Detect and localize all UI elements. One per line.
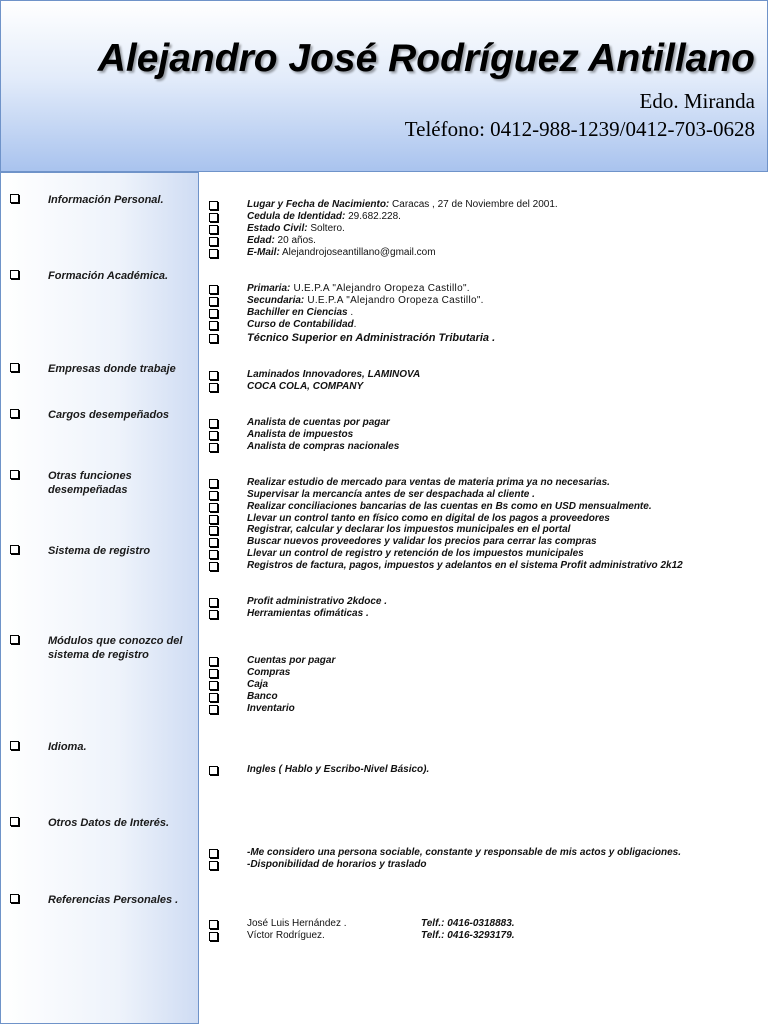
checkbox-bullet-icon (209, 443, 218, 452)
checkbox-bullet-icon (209, 419, 218, 428)
checkbox-bullet-icon (209, 669, 218, 678)
checkbox-bullet-icon (209, 766, 218, 775)
system-row (209, 608, 764, 620)
function-text: Llevar un control tanto en físico como en digital de los pagos a proveedores (247, 513, 610, 524)
function-row (209, 536, 764, 548)
sidebar-label: Formación Académica. (48, 270, 169, 282)
checkbox-bullet-icon (209, 598, 218, 607)
checkbox-bullet-icon (209, 562, 218, 571)
function-row (209, 524, 764, 536)
personal-row (209, 223, 764, 235)
field-value: 29.682.228. (345, 211, 401, 222)
personal-row (209, 235, 764, 247)
checkbox-bullet-icon (209, 334, 218, 343)
checkbox-bullet-icon (209, 249, 218, 258)
company-row (209, 381, 764, 393)
function-row (209, 477, 764, 489)
checkbox-bullet-icon (209, 479, 218, 488)
system-text: Herramientas ofimáticas . (247, 608, 369, 619)
function-row (209, 489, 764, 501)
checkbox-bullet-icon (209, 920, 218, 929)
checkbox-bullet-icon (209, 932, 218, 941)
function-text: Realizar estudio de mercado para ventas de materia prima ya no necesarias. (247, 477, 610, 488)
education-row (209, 295, 764, 307)
module-text: Compras (247, 667, 291, 678)
education-row (209, 283, 764, 295)
position-row (209, 417, 764, 429)
module-row (209, 679, 764, 691)
field-label: Cedula de Identidad: (247, 211, 346, 222)
checkbox-bullet-icon (209, 285, 218, 294)
module-row (209, 691, 764, 703)
checkbox-bullet-icon (209, 503, 218, 512)
function-row (209, 548, 764, 560)
checkbox-bullet-icon (10, 363, 19, 372)
personal-row (209, 211, 764, 223)
field-label: Curso de Contabilidad (247, 319, 354, 330)
checkbox-bullet-icon (10, 817, 19, 826)
field-label: Lugar y Fecha de Nacimiento: (247, 199, 390, 210)
sidebar-label: Referencias Personales . (48, 894, 179, 906)
candidate-phone: Teléfono: 0412-988-1239/0412-703-0628 (404, 117, 755, 141)
sidebar-label: Otras funciones desempeñadas (48, 470, 132, 496)
function-text: Registrar, calcular y declarar los impuestos municipales en el portal (247, 524, 571, 535)
sidebar-label: Sistema de registro (48, 545, 151, 557)
checkbox-bullet-icon (209, 861, 218, 870)
checkbox-bullet-icon (209, 225, 218, 234)
checkbox-bullet-icon (209, 201, 218, 210)
field-value: Soltero. (307, 223, 345, 234)
reference-name: José Luis Hernández . (247, 918, 347, 929)
field-value: . (347, 307, 354, 318)
checkbox-bullet-icon (209, 657, 218, 666)
function-row (209, 560, 764, 572)
checkbox-bullet-icon (209, 538, 218, 547)
field-label: Estado Civil: (247, 223, 308, 234)
checkbox-bullet-icon (10, 194, 19, 203)
checkbox-bullet-icon (209, 526, 218, 535)
checkbox-bullet-icon (10, 741, 19, 750)
module-text: Inventario (247, 703, 295, 714)
reference-phone: Telf.: 0416-0318883. (421, 918, 515, 929)
other-text: -Disponibilidad de horarios y traslado (247, 859, 427, 870)
field-value: Alejandrojoseantillano@gmail.com (279, 247, 436, 258)
checkbox-bullet-icon (209, 371, 218, 380)
checkbox-bullet-icon (10, 270, 19, 279)
module-row (209, 655, 764, 667)
function-text: Realizar conciliaciones bancarias de las cuentas en Bs como en USD mensualmente. (247, 501, 652, 512)
field-value: U.E.P.A "Alejandro Oropeza Castillo". (304, 295, 484, 306)
checkbox-bullet-icon (209, 321, 218, 330)
function-row (209, 501, 764, 513)
function-text: Registros de factura, pagos, impuestos y adelantos en el sistema Profit administrativo 2k12 (247, 560, 683, 571)
checkbox-bullet-icon (209, 705, 218, 714)
position-row (209, 441, 764, 453)
sidebar-label: Empresas donde trabaje (48, 363, 176, 375)
field-value: Caracas , 27 de Noviembre del 2001. (389, 199, 558, 210)
module-row (209, 667, 764, 679)
language-row (209, 764, 764, 776)
checkbox-bullet-icon (209, 237, 218, 246)
other-text: -Me considero una persona sociable, constante y responsable de mis actos y obligaciones. (247, 847, 682, 858)
position-name: Analista de impuestos (247, 429, 354, 440)
company-name: Laminados Innovadores, LAMINOVA (247, 369, 421, 380)
position-row (209, 429, 764, 441)
checkbox-bullet-icon (10, 470, 19, 479)
company-name: COCA COLA, COMPANY (247, 381, 364, 392)
sidebar-label: Otros Datos de Interés. (48, 817, 170, 829)
checkbox-bullet-icon (209, 550, 218, 559)
header-banner (0, 0, 768, 172)
field-value: . (353, 319, 357, 330)
other-row (209, 847, 764, 859)
checkbox-bullet-icon (209, 610, 218, 619)
field-value: 20 años. (274, 235, 316, 246)
function-text: Supervisar la mercancía antes de ser despachada al cliente . (247, 489, 535, 500)
checkbox-bullet-icon (10, 545, 19, 554)
system-text: Profit administrativo 2kdoce . (247, 596, 388, 607)
sidebar-label: Idioma. (48, 741, 87, 753)
position-name: Analista de compras nacionales (247, 441, 400, 452)
module-text: Caja (247, 679, 269, 690)
reference-phone: Telf.: 0416-3293179. (421, 930, 515, 941)
sidebar-label: Cargos desempeñados (48, 409, 170, 421)
module-row (209, 703, 764, 715)
checkbox-bullet-icon (209, 849, 218, 858)
education-row (209, 332, 764, 346)
field-label: E-Mail: (247, 247, 280, 258)
education-highlight: Técnico Superior en Administración Tributaria . (247, 332, 496, 344)
education-row (209, 307, 764, 319)
checkbox-bullet-icon (209, 297, 218, 306)
checkbox-bullet-icon (209, 693, 218, 702)
checkbox-bullet-icon (209, 681, 218, 690)
module-text: Banco (247, 691, 278, 702)
sidebar-label: Módulos que conozco del sistema de registro (48, 635, 183, 661)
language-text: Ingles ( Hablo y Escribo-Nivel Básico). (247, 764, 430, 775)
field-label: Bachiller en Ciencias (247, 307, 348, 318)
checkbox-bullet-icon (209, 431, 218, 440)
checkbox-bullet-icon (10, 409, 19, 418)
checkbox-bullet-icon (209, 383, 218, 392)
candidate-state: Edo. Miranda (639, 89, 755, 113)
company-row (209, 369, 764, 381)
candidate-name: Alejandro José Rodríguez Antillano (97, 37, 755, 80)
function-text: Buscar nuevos proveedores y validar los precios para cerrar las compras (247, 536, 597, 547)
sidebar-label: Información Personal. (48, 194, 164, 206)
personal-row (209, 247, 764, 259)
personal-row (209, 199, 764, 211)
field-value: U.E.P.A "Alejandro Oropeza Castillo". (290, 283, 470, 294)
module-text: Cuentas por pagar (247, 655, 336, 666)
field-label: Secundaria: (247, 295, 305, 306)
function-text: Llevar un control de registro y retención de los impuestos municipales (247, 548, 584, 559)
checkbox-bullet-icon (209, 213, 218, 222)
position-name: Analista de cuentas por pagar (247, 417, 390, 428)
other-row (209, 859, 764, 871)
education-row (209, 319, 764, 331)
field-label: Edad: (247, 235, 275, 246)
reference-row (209, 930, 764, 942)
reference-row (209, 918, 764, 930)
checkbox-bullet-icon (209, 515, 218, 524)
checkbox-bullet-icon (10, 894, 19, 903)
checkbox-bullet-icon (10, 635, 19, 644)
reference-name: Víctor Rodríguez. (247, 930, 325, 941)
checkbox-bullet-icon (209, 491, 218, 500)
field-label: Primaria: (247, 283, 291, 294)
checkbox-bullet-icon (209, 309, 218, 318)
system-row (209, 596, 764, 608)
